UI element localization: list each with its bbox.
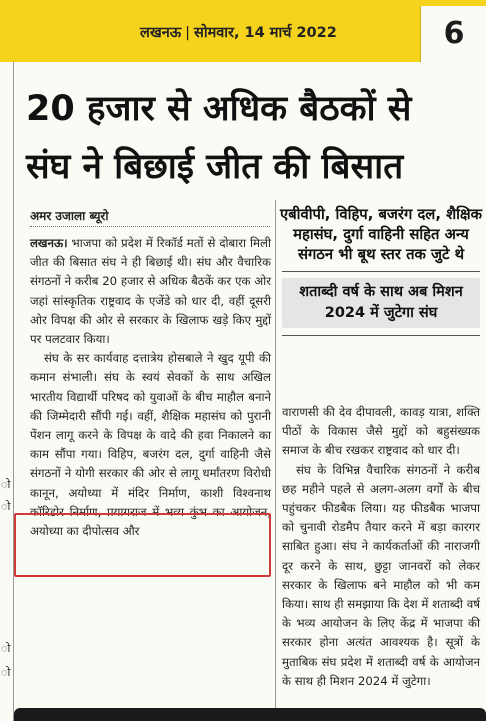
dateline-date: सोमवार, 14 मार्च 2022 bbox=[194, 25, 337, 41]
subhead-divider bbox=[282, 271, 480, 272]
headline-line: संघ ने बिछाई जीत की बिसात bbox=[26, 147, 404, 187]
body-paragraph: वाराणसी की देव दीपावली, कावड़ यात्रा, शक्ति पीठों के विकास जैसे मुद्दों को बहुसंख्यक समाज के बीच रखकर राष्ट्रवाद को धार दी। bbox=[282, 405, 480, 458]
adjacent-article-strip bbox=[0, 62, 14, 721]
article-kicker: शताब्दी वर्ष के साथ अब मिशन 2024 में जुटेगा संघ bbox=[282, 278, 480, 328]
dateline-city: लखनऊ bbox=[140, 25, 182, 41]
byline: अमर उजाला ब्यूरो bbox=[30, 209, 109, 223]
strip-fragment: ो bbox=[1, 478, 11, 491]
next-headline-strip bbox=[14, 700, 486, 721]
page-number: 6 bbox=[420, 6, 486, 62]
next-headline-fragment bbox=[14, 708, 486, 721]
article-body-left-column bbox=[30, 234, 271, 541]
body-paragraph bbox=[30, 234, 271, 349]
headline-line: 20 हजार से अधिक बैठकों से bbox=[26, 89, 412, 129]
dateline-lead: लखनऊ। bbox=[30, 236, 68, 250]
highlight-annotation-box bbox=[14, 513, 271, 577]
strip-fragment: ो bbox=[1, 500, 11, 513]
masthead-bar bbox=[0, 0, 486, 62]
column-divider bbox=[275, 200, 276, 710]
article-headline bbox=[26, 80, 478, 196]
article-subheadline: एबीवीपी, विहिप, बजरंग दल, शैक्षिक महासंघ, दुर्गा वाहिनी सहित अन्य संगठन भी बूथ स्तर तक जुटे थे bbox=[280, 206, 482, 263]
body-paragraph: संघ के सर कार्यवाह दत्तात्रेय होसबाले ने खुद यूपी की कमान संभाली। संघ के स्वयं सेवकों के साथ अखिल भारतीय विद्यार्थी परिषद को युवाओं के बीच माहौल बनाने की जिम्मेदारी सौंपी गई। वहीं, शैक्षिक महासंघ को पुरानी पेंशन लागू करने के विपक्ष के वादे की हवा निकालने का काम सौंपा गया। विहिप, बजरंग दल, दुर्गा वाहिनी जैसे संगठनों ने योगी सरकार की ओर से लागू धर्मांतरण विरोधी कानून, अयोध्या में मंदिर निर्माण, काशी विश्वनाथ कॉरिडोर निर्माण, प्रयागराज में भव्य कुंभ का आयोजन, अयोध्या का दीपोत्सव और bbox=[30, 351, 271, 539]
strip-fragment: ो bbox=[1, 666, 11, 679]
strip-fragment: ो bbox=[1, 642, 11, 655]
body-paragraph: संघ के विभिन्न वैचारिक संगठनों ने करीब छह महीने पहले से अलग-अलग वर्गों के बीच पहुंचकर फीडबैक लिया। यह फीडबैक भाजपा को चुनावी रोडमैप तैयार करने में बड़ा कारगर साबित हुआ। संघ ने कार्यकर्ताओं की नाराजगी दूर करने के साथ, छुट्टा जानवरों को लेकर सरकार के खिलाफ बने माहौल को भी कम किया। साथ ही समझाया कि देश में शताब्दी वर्ष के भव्य आयोजन के लिए केंद्र में भाजपा की सरकार होना अत्यंत आवश्यक है। सूत्रों के मुताबिक संघ प्रदेश में शताब्दी वर्ष के आयोजन के साथ ही मिशन 2024 में जुटेगा। bbox=[282, 462, 480, 688]
paragraph-text: भाजपा को प्रदेश में रिकॉर्ड मतों से दोबारा मिली जीत की बिसात संघ ने ही बिछाई थी। संघ और वैचारिक संगठनों ने करीब 20 हजार से अधिक बैठकें कर एक ओर जहां सांस्कृतिक राष्ट्रवाद के एजेंडे को धार दी, वहीं दूसरी ओर विपक्ष की ओर से सरकार के खिलाफ खड़े किए मुद्दों पर पलटवार किया। bbox=[30, 236, 271, 347]
kicker-divider bbox=[282, 335, 480, 336]
article-body-right-column bbox=[282, 403, 480, 691]
byline-divider bbox=[30, 226, 270, 227]
dateline bbox=[140, 22, 337, 42]
dateline-separator: | bbox=[185, 25, 191, 41]
